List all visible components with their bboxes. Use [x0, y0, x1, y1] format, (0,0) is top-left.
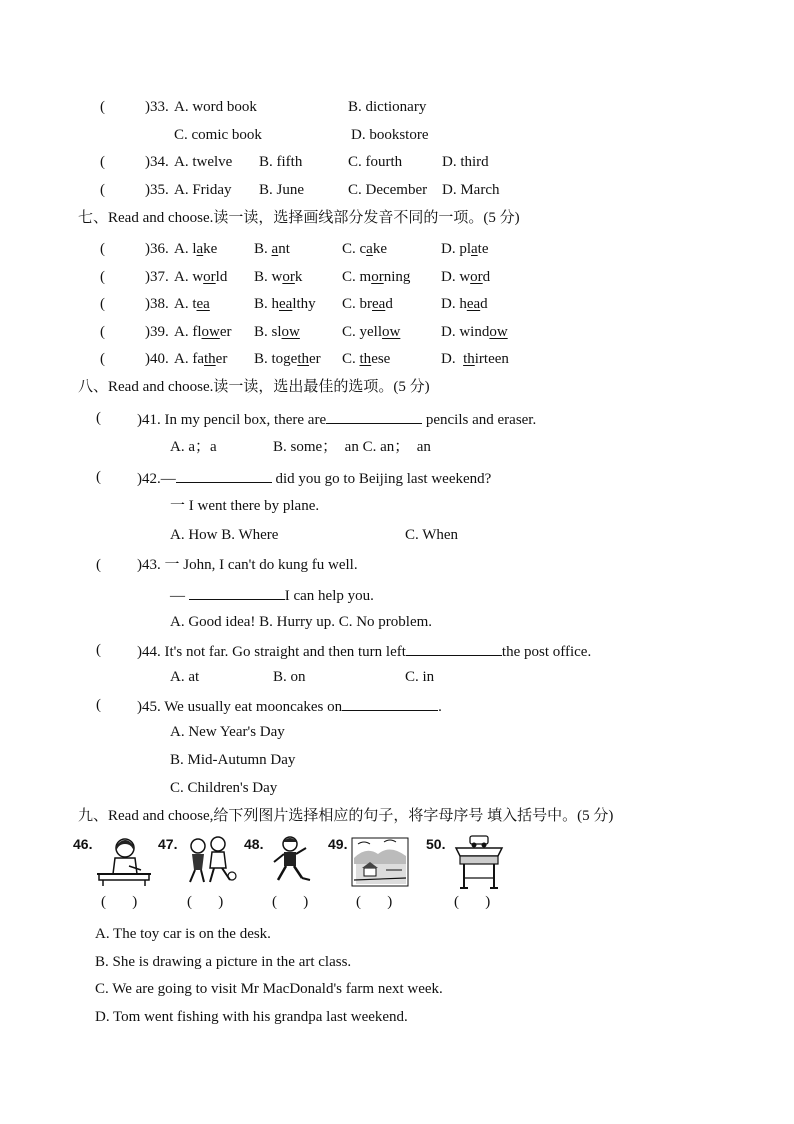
option-a: A. flower — [174, 324, 232, 340]
option-a: A. father — [174, 351, 228, 367]
sentence-c: C. We are going to visit Mr MacDonald's farm next week. — [95, 981, 443, 997]
option-d: D. word — [441, 269, 491, 285]
answer-paren[interactable]: ( ) — [272, 894, 309, 910]
answer-paren[interactable]: ( — [100, 269, 105, 285]
option-c: C. these — [342, 351, 391, 367]
question-number: )39. — [145, 324, 169, 340]
options: A. Good idea! B. Hurry up. C. No problem. — [170, 614, 433, 630]
option-d: D. bookstore — [351, 127, 429, 143]
farm-scene-icon — [350, 834, 410, 890]
question-stem: )45. We usually eat mooncakes on . — [137, 696, 442, 716]
option-c: C. Children's Day — [170, 780, 278, 796]
option-b: B. ant — [254, 241, 290, 257]
option-b: B. slow — [254, 324, 300, 340]
option-b: B. fifth — [259, 154, 303, 170]
picture-number: 46. — [73, 836, 93, 852]
section-7-heading: 七、Read and choose.读一读，选择画线部分发音不同的一项。(5 分) — [78, 210, 520, 226]
option-b: B. on — [273, 669, 306, 685]
picture-number: 48. — [244, 836, 264, 852]
toy-car-on-desk-icon — [452, 834, 506, 892]
answer-paren[interactable]: ( — [96, 469, 101, 485]
girl-drawing-icon — [95, 836, 153, 888]
option-d: D. third — [442, 154, 489, 170]
section-9-heading: 九、Read and choose,给下列图片选择相应的句子，将字母序号 填入括号中。(5 分) — [78, 808, 614, 824]
option-b: B. healthy — [254, 296, 316, 312]
option-c: C. yellow — [342, 324, 401, 340]
answer-paren[interactable]: ( — [96, 697, 101, 713]
picture-number: 47. — [158, 836, 178, 852]
question-stem: )42.— did you go to Beijing last weekend? — [137, 468, 491, 488]
question-stem: )43. 一 John, I can't do kung fu well. — [137, 557, 358, 573]
option-b: B. together — [254, 351, 321, 367]
question-number: )37. — [145, 269, 169, 285]
answer-paren[interactable]: ( — [96, 642, 101, 658]
reply-line: 一 I went there by plane. — [170, 498, 320, 514]
option-b: B. Mid-Autumn Day — [170, 752, 296, 768]
answer-paren[interactable]: ( — [100, 154, 105, 170]
question-number: )33. — [145, 99, 169, 115]
option-b: B. June — [259, 182, 304, 198]
option-a: A. word book — [174, 99, 257, 115]
option-b: B. work — [254, 269, 303, 285]
option-a: A. lake — [174, 241, 218, 257]
answer-paren[interactable]: ( ) — [187, 894, 224, 910]
question-number: )38. — [145, 296, 169, 312]
option-b: B. dictionary — [348, 99, 427, 115]
option-c: C. comic book — [174, 127, 262, 143]
picture-number: 49. — [328, 836, 348, 852]
option-d: D. plate — [441, 241, 489, 257]
answer-paren[interactable]: ( — [100, 324, 105, 340]
answer-paren[interactable]: ( — [100, 296, 105, 312]
answer-paren[interactable]: ( — [100, 99, 105, 115]
option-b-c: B. some； an C. an； an — [273, 439, 431, 455]
sentence-a: A. The toy car is on the desk. — [95, 926, 271, 942]
answer-paren[interactable]: ( — [100, 351, 105, 367]
fill-blank[interactable] — [189, 585, 285, 600]
section-8-heading: 八、Read and choose.读一读，选出最佳的选项。(5 分) — [78, 379, 430, 395]
question-number: )35. — [145, 182, 169, 198]
option-c: C. in — [405, 669, 435, 685]
fill-blank[interactable] — [326, 409, 422, 424]
children-playing-icon — [180, 836, 240, 888]
answer-paren[interactable]: ( — [100, 182, 105, 198]
option-a-b: A. How B. Where — [170, 527, 279, 543]
option-a: A. a；a — [170, 439, 217, 455]
question-number: )36. — [145, 241, 169, 257]
option-d: D. window — [441, 324, 508, 340]
option-a: A. Friday — [174, 182, 232, 198]
option-c: C. When — [405, 527, 459, 543]
option-d: D. thirteen — [441, 351, 509, 367]
option-a: A. at — [170, 669, 200, 685]
fill-blank[interactable] — [342, 696, 438, 711]
option-a: A. tea — [174, 296, 210, 312]
option-c: C. fourth — [348, 154, 403, 170]
answer-paren[interactable]: ( — [96, 410, 101, 426]
question-number: )34. — [145, 154, 169, 170]
boy-running-icon — [266, 836, 316, 888]
answer-paren[interactable]: ( ) — [454, 894, 491, 910]
fill-blank[interactable] — [406, 641, 502, 656]
answer-paren[interactable]: ( ) — [101, 894, 138, 910]
option-d: D. head — [441, 296, 488, 312]
picture-number: 50. — [426, 836, 446, 852]
sentence-d: D. Tom went fishing with his grandpa last weekend. — [95, 1009, 408, 1025]
question-number: )40. — [145, 351, 169, 367]
answer-paren[interactable]: ( — [96, 557, 101, 573]
option-c: C. December — [348, 182, 428, 198]
answer-paren[interactable]: ( ) — [356, 894, 393, 910]
question-stem: )44. It's not far. Go straight and then turn left the post office. — [137, 641, 591, 661]
fill-blank[interactable] — [176, 468, 272, 483]
sentence-b: B. She is drawing a picture in the art class. — [95, 954, 352, 970]
option-c: C. cake — [342, 241, 388, 257]
option-a: A. twelve — [174, 154, 233, 170]
option-a: A. world — [174, 269, 228, 285]
reply-line: — I can help you. — [170, 585, 374, 605]
answer-paren[interactable]: ( — [100, 241, 105, 257]
option-c: C. bread — [342, 296, 393, 312]
option-c: C. morning — [342, 269, 411, 285]
option-a: A. New Year's Day — [170, 724, 285, 740]
question-stem: )41. In my pencil box, there are pencils and eraser. — [137, 409, 536, 429]
option-d: D. March — [442, 182, 500, 198]
